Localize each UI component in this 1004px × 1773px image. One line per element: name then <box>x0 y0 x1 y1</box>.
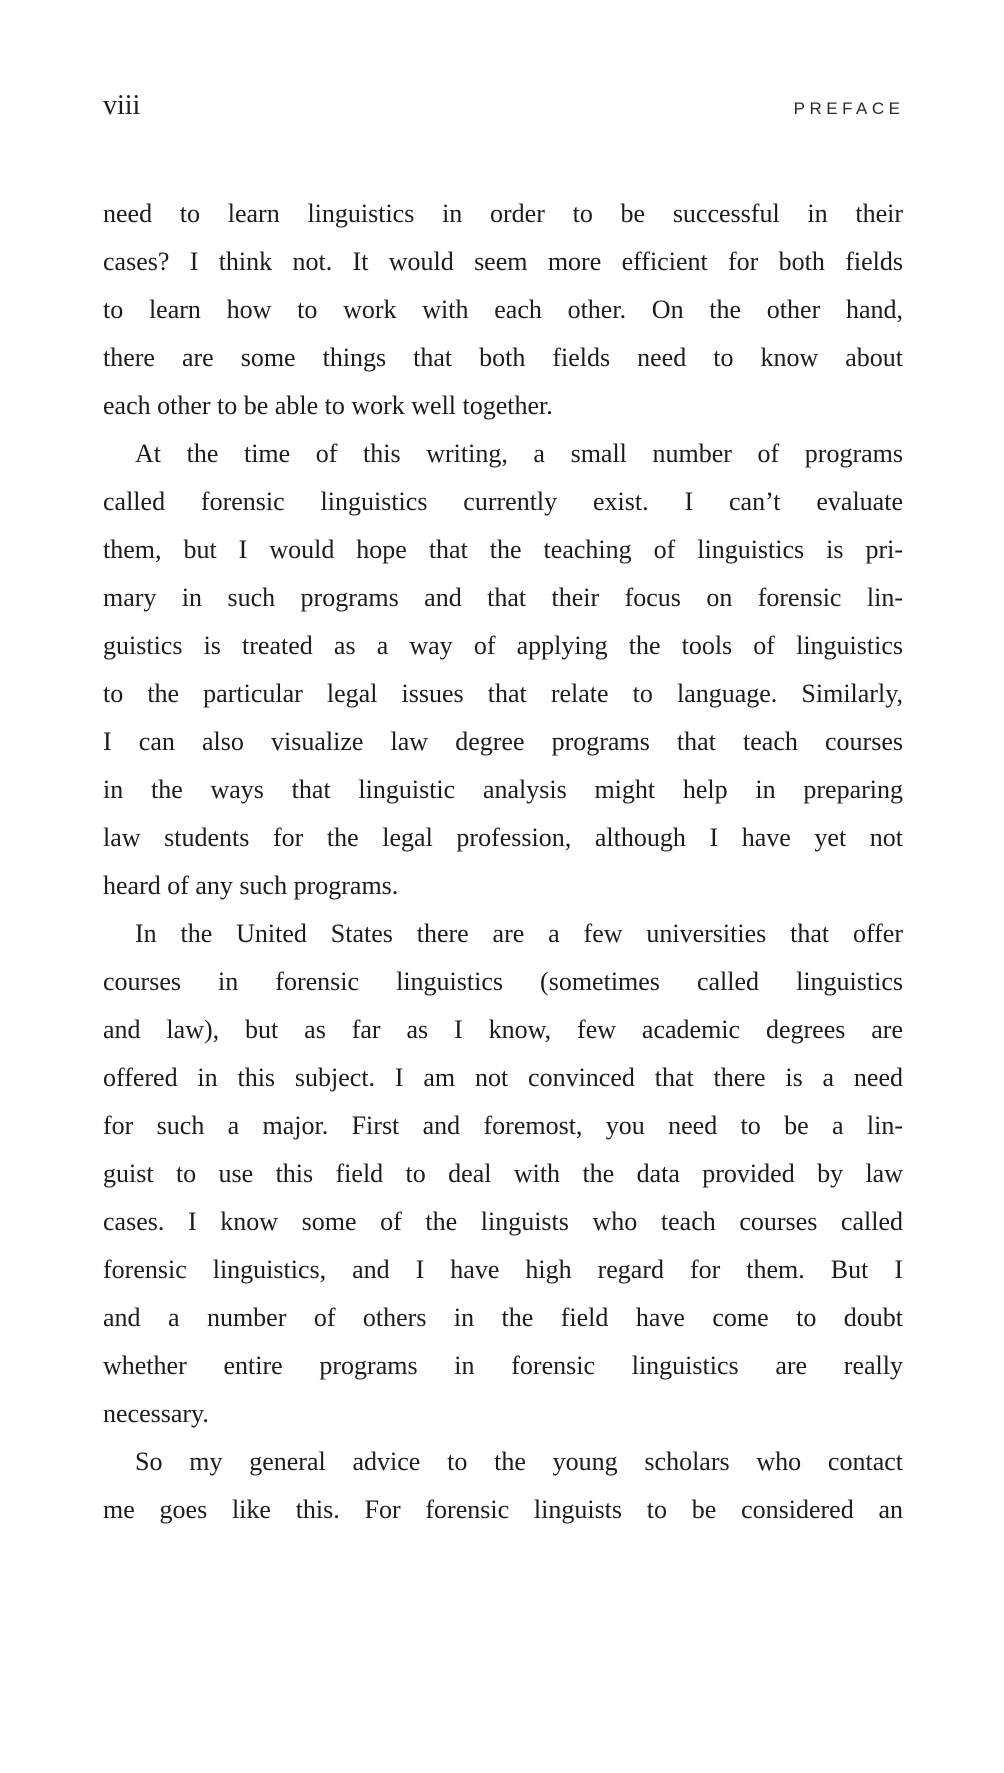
page-number: viii <box>103 90 141 121</box>
text-line: forensic linguistics, and I have high regard for them. But I <box>103 1255 903 1284</box>
text-line: need to learn linguistics in order to be successful in their <box>103 199 903 228</box>
text-line: to the particular legal issues that relate to language. Similarly, <box>103 679 903 708</box>
text-line: whether entire programs in forensic linguistics are really <box>103 1351 903 1380</box>
paragraph <box>103 190 903 430</box>
text-line: for such a major. First and foremost, you need to be a lin- <box>103 1111 903 1140</box>
text-line: offered in this subject. I am not convinced that there is a need <box>103 1063 903 1092</box>
text-line: each other to be able to work well together. <box>103 391 553 420</box>
text-line: mary in such programs and that their focus on forensic lin- <box>103 583 903 612</box>
text-line: I can also visualize law degree programs that teach courses <box>103 727 903 756</box>
text-line: cases. I know some of the linguists who teach courses called <box>103 1207 903 1236</box>
text-line: In the United States there are a few universities that offer <box>135 919 903 948</box>
running-head: PREFACE <box>793 99 905 118</box>
text-line: necessary. <box>103 1399 209 1428</box>
paragraph <box>103 430 903 910</box>
text-line: At the time of this writing, a small number of programs <box>135 439 903 468</box>
text-line: me goes like this. For forensic linguists to be considered an <box>103 1495 903 1524</box>
text-line: guistics is treated as a way of applying the tools of linguistics <box>103 631 903 660</box>
text-line: in the ways that linguistic analysis might help in preparing <box>103 775 903 804</box>
text-line: to learn how to work with each other. On the other hand, <box>103 295 903 324</box>
text-line: guist to use this field to deal with the data provided by law <box>103 1159 903 1188</box>
text-line: courses in forensic linguistics (sometimes called linguistics <box>103 967 903 996</box>
body-text <box>103 190 903 1534</box>
page-header <box>103 90 905 125</box>
text-line: called forensic linguistics currently exist. I can’t evaluate <box>103 487 903 516</box>
text-line: So my general advice to the young scholars who contact <box>135 1447 903 1476</box>
text-line: them, but I would hope that the teaching of linguistics is pri- <box>103 535 903 564</box>
text-line: law students for the legal profession, although I have yet not <box>103 823 903 852</box>
text-line: and law), but as far as I know, few academic degrees are <box>103 1015 903 1044</box>
text-line: heard of any such programs. <box>103 871 399 900</box>
paragraph <box>103 910 903 1438</box>
paragraph <box>103 1438 903 1534</box>
text-line: cases? I think not. It would seem more efficient for both fields <box>103 247 903 276</box>
text-line: there are some things that both fields need to know about <box>103 343 903 372</box>
text-line: and a number of others in the field have come to doubt <box>103 1303 903 1332</box>
